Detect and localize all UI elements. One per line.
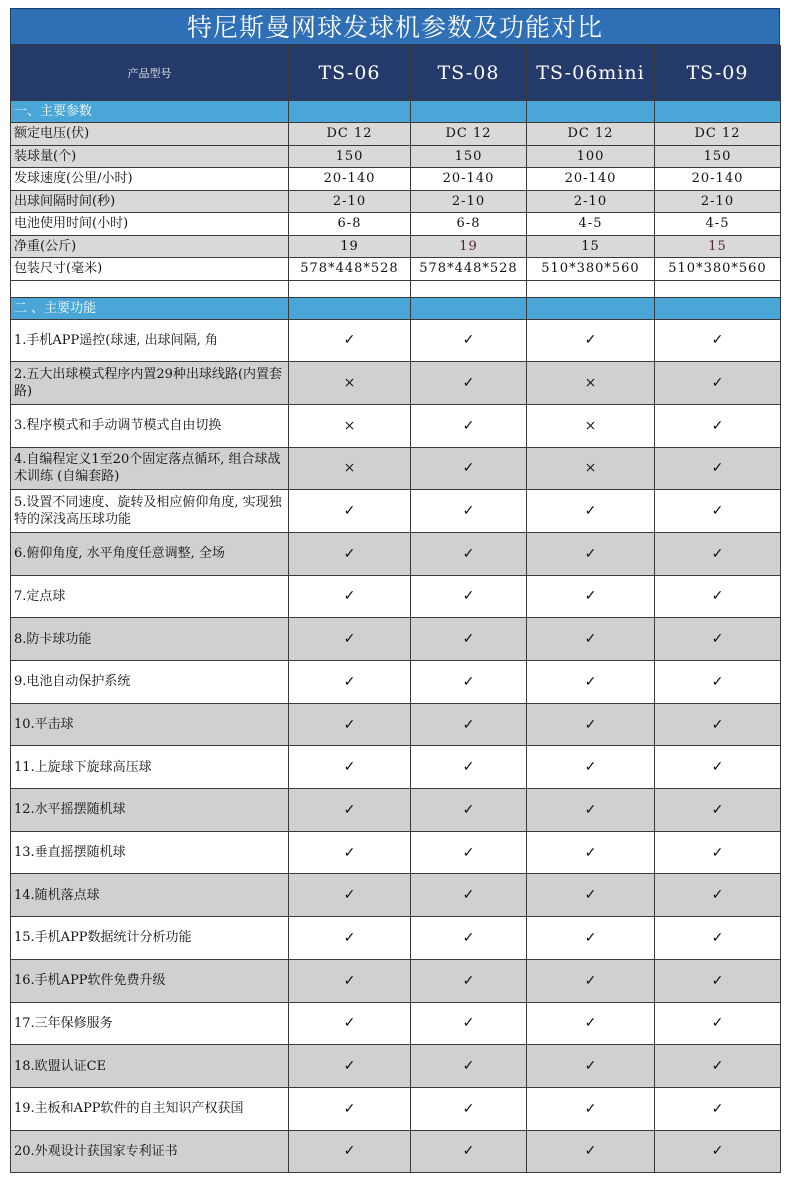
param-row — [11, 190, 781, 213]
function-name: 7.定点球 — [11, 575, 289, 618]
function-row — [11, 1130, 781, 1173]
param-value: 6-8 — [289, 213, 411, 236]
check-icon: ✓ — [527, 703, 655, 746]
blank-cell — [11, 280, 289, 297]
section-cell — [289, 101, 411, 123]
function-name: 18.欧盟认证CE — [11, 1045, 289, 1088]
param-value: 20-140 — [289, 168, 411, 191]
check-icon: ✓ — [411, 1002, 527, 1045]
check-icon: ✓ — [411, 959, 527, 1002]
check-icon: ✓ — [527, 575, 655, 618]
check-icon: ✓ — [411, 447, 527, 490]
param-name: 出球间隔时间(秒) — [11, 190, 289, 213]
param-value: 150 — [655, 145, 781, 168]
param-value: 4-5 — [655, 213, 781, 236]
function-row — [11, 362, 781, 405]
param-name: 电池使用时间(小时) — [11, 213, 289, 236]
param-name: 净重(公斤) — [11, 235, 289, 258]
section-cell — [527, 297, 655, 319]
function-name: 4.自编程定义1至20个固定落点循环, 组合球战术训练 (自编套路) — [11, 447, 289, 490]
function-name: 11.上旋球下旋球高压球 — [11, 746, 289, 789]
param-value: 4-5 — [527, 213, 655, 236]
param-value: 2-10 — [289, 190, 411, 213]
function-name: 14.随机落点球 — [11, 874, 289, 917]
check-icon: ✓ — [411, 490, 527, 533]
param-name: 包装尺寸(毫米) — [11, 258, 289, 281]
check-icon: ✓ — [289, 575, 411, 618]
check-icon: ✓ — [289, 959, 411, 1002]
param-value: 2-10 — [527, 190, 655, 213]
function-row — [11, 532, 781, 575]
check-icon: ✓ — [527, 1002, 655, 1045]
check-icon: ✓ — [655, 874, 781, 917]
check-icon: ✓ — [527, 1045, 655, 1088]
section-cell — [289, 297, 411, 319]
function-row — [11, 959, 781, 1002]
param-value: 15 — [655, 235, 781, 258]
section-title: 一、主要参数 — [11, 101, 289, 123]
cross-icon: × — [289, 362, 411, 405]
check-icon: ✓ — [655, 661, 781, 704]
param-value: 15 — [527, 235, 655, 258]
function-name: 3.程序模式和手动调节模式自由切换 — [11, 404, 289, 447]
check-icon: ✓ — [527, 661, 655, 704]
param-value: 6-8 — [411, 213, 527, 236]
check-icon: ✓ — [655, 319, 781, 362]
check-icon: ✓ — [527, 917, 655, 960]
param-name: 装球量(个) — [11, 145, 289, 168]
section-cell — [655, 297, 781, 319]
check-icon: ✓ — [655, 917, 781, 960]
function-name: 10.平击球 — [11, 703, 289, 746]
function-row — [11, 319, 781, 362]
check-icon: ✓ — [411, 703, 527, 746]
check-icon: ✓ — [411, 532, 527, 575]
param-value: 100 — [527, 145, 655, 168]
param-value: 510*380*560 — [527, 258, 655, 281]
param-value: 20-140 — [411, 168, 527, 191]
check-icon: ✓ — [655, 618, 781, 661]
function-row — [11, 703, 781, 746]
section-cell — [411, 101, 527, 123]
check-icon: ✓ — [655, 447, 781, 490]
param-value: 20-140 — [527, 168, 655, 191]
cross-icon: × — [289, 404, 411, 447]
check-icon: ✓ — [411, 874, 527, 917]
param-row — [11, 123, 781, 146]
check-icon: ✓ — [527, 618, 655, 661]
param-row — [11, 145, 781, 168]
check-icon: ✓ — [289, 831, 411, 874]
check-icon: ✓ — [655, 532, 781, 575]
check-icon: ✓ — [655, 575, 781, 618]
check-icon: ✓ — [411, 917, 527, 960]
check-icon: ✓ — [527, 532, 655, 575]
check-icon: ✓ — [289, 661, 411, 704]
function-row — [11, 575, 781, 618]
function-name: 9.电池自动保护系统 — [11, 661, 289, 704]
check-icon: ✓ — [655, 746, 781, 789]
check-icon: ✓ — [655, 490, 781, 533]
function-row — [11, 447, 781, 490]
cross-icon: × — [289, 447, 411, 490]
cross-icon: × — [527, 362, 655, 405]
check-icon: ✓ — [289, 703, 411, 746]
function-row — [11, 1087, 781, 1130]
check-icon: ✓ — [527, 874, 655, 917]
param-value: 510*380*560 — [655, 258, 781, 281]
check-icon: ✓ — [527, 490, 655, 533]
check-icon: ✓ — [411, 618, 527, 661]
param-row — [11, 213, 781, 236]
check-icon: ✓ — [655, 959, 781, 1002]
check-icon: ✓ — [411, 404, 527, 447]
param-value: DC 12 — [289, 123, 411, 146]
function-name: 6.俯仰角度, 水平角度任意调整, 全场 — [11, 532, 289, 575]
function-row — [11, 1045, 781, 1088]
param-value: 2-10 — [655, 190, 781, 213]
blank-cell — [289, 280, 411, 297]
param-value: 2-10 — [411, 190, 527, 213]
param-value: 578*448*528 — [411, 258, 527, 281]
function-name: 2.五大出球模式程序内置29种出球线路(内置套路) — [11, 362, 289, 405]
param-value: 150 — [289, 145, 411, 168]
check-icon: ✓ — [655, 789, 781, 832]
function-name: 12.水平摇摆随机球 — [11, 789, 289, 832]
check-icon: ✓ — [411, 746, 527, 789]
check-icon: ✓ — [655, 362, 781, 405]
function-row — [11, 874, 781, 917]
check-icon: ✓ — [411, 1045, 527, 1088]
check-icon: ✓ — [411, 1087, 527, 1130]
section-header-functions — [11, 297, 781, 319]
param-value: 19 — [289, 235, 411, 258]
model-ts-08: TS-08 — [411, 46, 527, 101]
check-icon: ✓ — [289, 1002, 411, 1045]
function-row — [11, 746, 781, 789]
model-ts-06mini: TS-06mini — [527, 46, 655, 101]
function-name: 16.手机APP软件免费升级 — [11, 959, 289, 1002]
function-name: 19.主板和APP软件的自主知识产权获国 — [11, 1087, 289, 1130]
function-name: 20.外观设计获国家专利证书 — [11, 1130, 289, 1173]
check-icon: ✓ — [527, 831, 655, 874]
param-value: DC 12 — [655, 123, 781, 146]
check-icon: ✓ — [527, 959, 655, 1002]
check-icon: ✓ — [527, 1087, 655, 1130]
check-icon: ✓ — [655, 703, 781, 746]
param-value: 578*448*528 — [289, 258, 411, 281]
check-icon: ✓ — [527, 1130, 655, 1173]
comparison-table — [10, 45, 781, 1173]
header-label: 产品型号 — [11, 46, 289, 101]
check-icon: ✓ — [289, 1087, 411, 1130]
param-name: 发球速度(公里/小时) — [11, 168, 289, 191]
check-icon: ✓ — [289, 1045, 411, 1088]
check-icon: ✓ — [289, 1130, 411, 1173]
function-name: 1.手机APP遥控(球速, 出球间隔, 角 — [11, 319, 289, 362]
function-row — [11, 1002, 781, 1045]
check-icon: ✓ — [527, 319, 655, 362]
model-ts-06: TS-06 — [289, 46, 411, 101]
function-row — [11, 661, 781, 704]
function-name: 13.垂直摇摆随机球 — [11, 831, 289, 874]
param-value: DC 12 — [411, 123, 527, 146]
param-row — [11, 258, 781, 281]
model-ts-09: TS-09 — [655, 46, 781, 101]
param-row — [11, 235, 781, 258]
blank-row — [11, 280, 781, 297]
check-icon: ✓ — [655, 1087, 781, 1130]
blank-cell — [411, 280, 527, 297]
check-icon: ✓ — [527, 789, 655, 832]
check-icon: ✓ — [289, 746, 411, 789]
header-row — [11, 46, 781, 101]
check-icon: ✓ — [411, 661, 527, 704]
cross-icon: × — [527, 404, 655, 447]
check-icon: ✓ — [289, 618, 411, 661]
function-row — [11, 618, 781, 661]
check-icon: ✓ — [289, 319, 411, 362]
check-icon: ✓ — [655, 831, 781, 874]
cross-icon: × — [527, 447, 655, 490]
param-value: 20-140 — [655, 168, 781, 191]
function-name: 15.手机APP数据统计分析功能 — [11, 917, 289, 960]
check-icon: ✓ — [411, 1130, 527, 1173]
function-row — [11, 404, 781, 447]
param-value: 19 — [411, 235, 527, 258]
param-name: 额定电压(伏) — [11, 123, 289, 146]
check-icon: ✓ — [289, 490, 411, 533]
section-title: 二 、主要功能 — [11, 297, 289, 319]
comparison-sheet — [10, 8, 780, 1173]
function-name: 8.防卡球功能 — [11, 618, 289, 661]
section-cell — [411, 297, 527, 319]
blank-cell — [655, 280, 781, 297]
param-value: 150 — [411, 145, 527, 168]
check-icon: ✓ — [655, 1045, 781, 1088]
function-row — [11, 789, 781, 832]
section-cell — [655, 101, 781, 123]
check-icon: ✓ — [411, 831, 527, 874]
function-row — [11, 490, 781, 533]
function-row — [11, 831, 781, 874]
check-icon: ✓ — [289, 917, 411, 960]
function-row — [11, 917, 781, 960]
section-cell — [527, 101, 655, 123]
check-icon: ✓ — [411, 319, 527, 362]
check-icon: ✓ — [527, 746, 655, 789]
check-icon: ✓ — [655, 404, 781, 447]
page-title: 特尼斯曼网球发球机参数及功能对比 — [10, 8, 780, 45]
section-header-params — [11, 101, 781, 123]
check-icon: ✓ — [411, 789, 527, 832]
check-icon: ✓ — [411, 362, 527, 405]
function-name: 17.三年保修服务 — [11, 1002, 289, 1045]
function-name: 5.设置不同速度、旋转及相应俯仰角度, 实现独特的深浅高压球功能 — [11, 490, 289, 533]
check-icon: ✓ — [289, 789, 411, 832]
check-icon: ✓ — [289, 532, 411, 575]
check-icon: ✓ — [655, 1130, 781, 1173]
check-icon: ✓ — [655, 1002, 781, 1045]
param-row — [11, 168, 781, 191]
check-icon: ✓ — [289, 874, 411, 917]
param-value: DC 12 — [527, 123, 655, 146]
check-icon: ✓ — [411, 575, 527, 618]
blank-cell — [527, 280, 655, 297]
